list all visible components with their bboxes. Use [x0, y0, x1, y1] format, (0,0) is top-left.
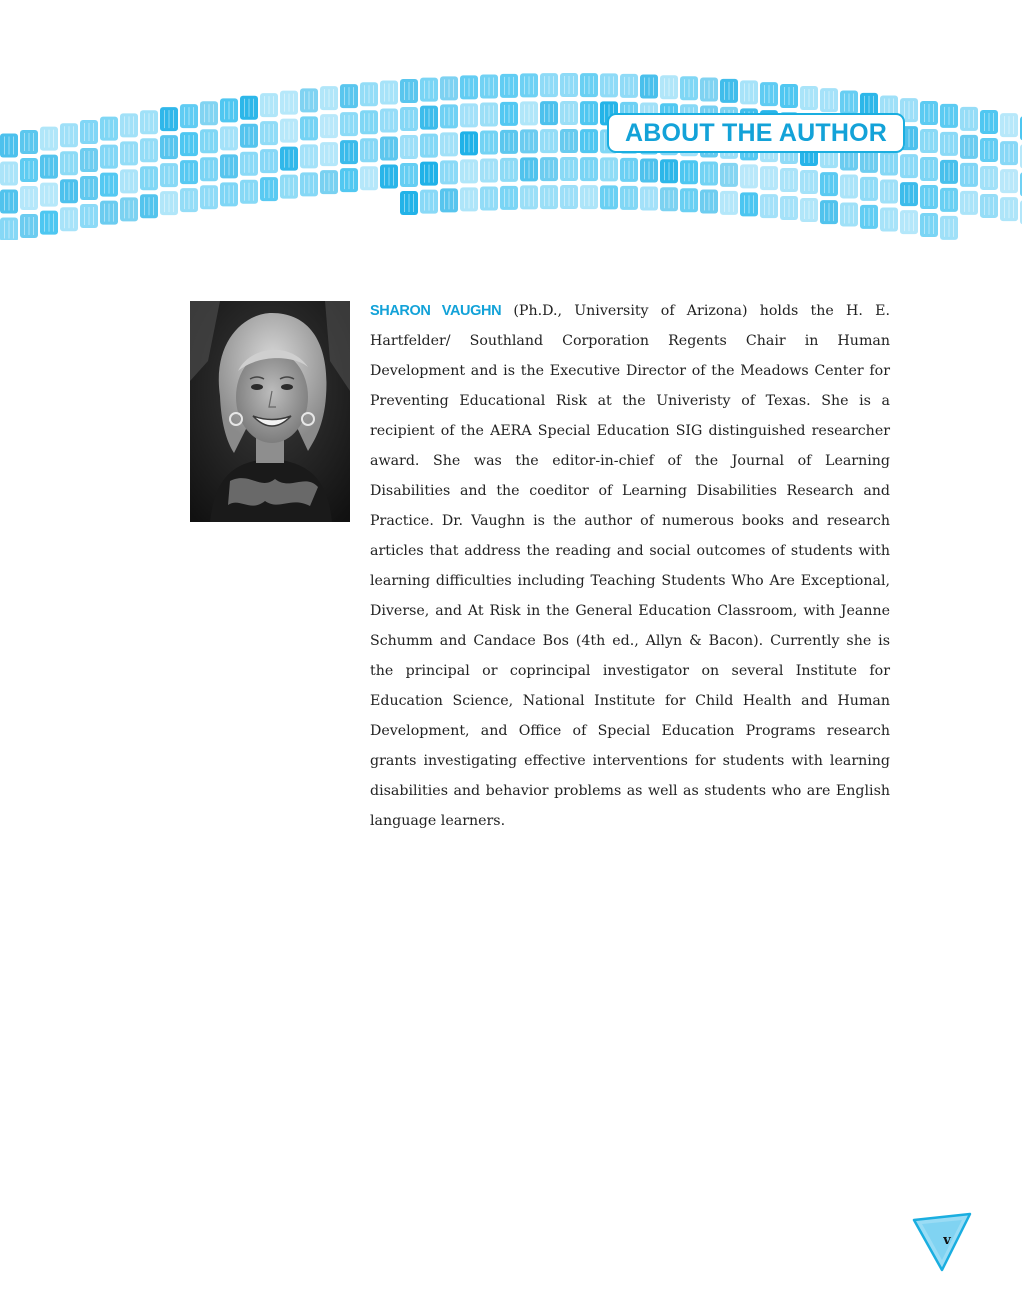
author-bio-text: (Ph.D., University of Arizona) holds the H. E. Hartfelder/ Southland Corporation Regents Chair in Human Development and is the Executive Director of the Meadows Center for Preventing Educational Risk at the Univeristy of Texas. She is a recipient of the AERA Special Education SIG distinguished researcher award. She was the editor-in-chief of the Journal of Learning Disabilities and the coeditor of Learning Disabilities Research and Practice. Dr. Vaughn is the author of numerous books and research articles that address the reading and social outcomes of students with learning difficulties including Teaching Students Who Are Exceptional, Diverse, and At Risk in the General Education Classroom, with Jeanne Schumm and Candace Bos (4th ed., Allyn & Bacon). Currently she is the principal or coprincipal investigator on several Institute for Education Science, National Institute for Child Health and Human Development, and Office of Special Education Programs research grants investigating effective interventions for students with learning disabilities and behavior problems as well as students who are English language learners.: [370, 303, 890, 829]
section-title-box: [607, 113, 905, 153]
page-number: v: [943, 1233, 951, 1248]
author-name: SHARON VAUGHN: [370, 303, 502, 319]
author-photo: [190, 301, 350, 522]
page-number-triangle: [910, 1212, 974, 1274]
section-title: ABOUT THE AUTHOR: [625, 118, 887, 147]
author-bio: [370, 296, 890, 836]
